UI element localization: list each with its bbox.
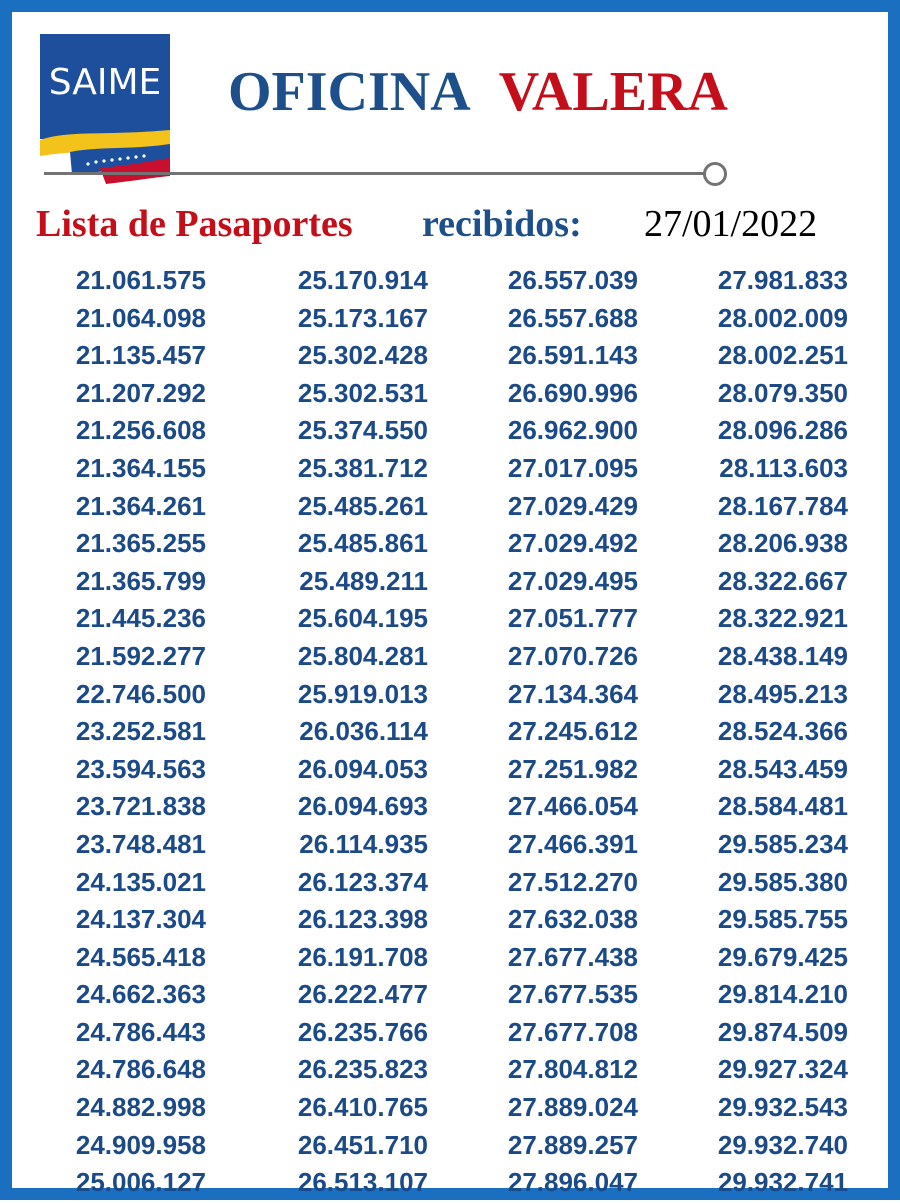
passport-number: 26.557.688 xyxy=(507,302,638,333)
passport-number: 27.029.495 xyxy=(507,565,638,596)
logo-text: SAIME xyxy=(48,62,162,103)
passport-number: 21.365.255 xyxy=(75,528,206,559)
passport-number: 21.365.799 xyxy=(75,565,206,596)
passport-number: 21.256.608 xyxy=(75,415,206,446)
passport-number: 21.207.292 xyxy=(75,377,206,408)
passport-number: 28.495.213 xyxy=(717,678,848,709)
passport-number: 25.302.531 xyxy=(297,377,428,408)
passport-number: 26.962.900 xyxy=(507,415,638,446)
passport-number: 25.006.127 xyxy=(75,1167,206,1198)
passport-number: 29.679.425 xyxy=(717,941,848,972)
passport-number: 25.804.281 xyxy=(297,640,428,671)
passport-number: 26.513.107 xyxy=(297,1167,428,1198)
passport-number: 27.134.364 xyxy=(507,678,638,709)
passport-number: 29.874.509 xyxy=(717,1016,848,1047)
passport-number: 28.002.009 xyxy=(717,302,848,333)
passport-number: 21.364.261 xyxy=(75,490,206,521)
passport-number: 24.909.958 xyxy=(75,1129,206,1160)
passport-number: 27.677.708 xyxy=(507,1016,638,1047)
title-oficina: OFICINA xyxy=(228,61,471,123)
heading-recibidos: recibidos: xyxy=(422,203,582,245)
passport-number: 26.036.114 xyxy=(299,716,428,747)
saime-logo xyxy=(40,34,170,166)
passport-number: 25.374.550 xyxy=(297,415,428,446)
passport-number: 25.489.211 xyxy=(299,565,428,596)
passport-number: 23.748.481 xyxy=(75,828,206,859)
passport-number: 27.466.054 xyxy=(507,791,638,822)
flag-ribbon-icon xyxy=(40,116,170,188)
passport-number: 24.137.304 xyxy=(75,904,206,935)
passport-number: 27.051.777 xyxy=(507,603,638,634)
passport-number: 29.927.324 xyxy=(717,1054,848,1085)
passport-number: 27.981.833 xyxy=(717,265,848,295)
passport-number: 25.485.861 xyxy=(297,528,428,559)
passport-number: 27.889.024 xyxy=(507,1092,638,1123)
passport-number: 28.524.366 xyxy=(717,716,848,747)
passport-number: 27.896.047 xyxy=(507,1167,638,1198)
passport-number: 26.123.374 xyxy=(297,866,428,897)
passport-number: 27.632.038 xyxy=(507,904,638,935)
passport-number: 24.135.021 xyxy=(75,866,206,897)
passport-number: 28.322.667 xyxy=(717,565,848,596)
passport-number: 21.445.236 xyxy=(75,603,206,634)
list-heading xyxy=(36,202,856,246)
passport-number: 21.364.155 xyxy=(75,452,206,483)
passport-column-1 xyxy=(16,259,206,1199)
passport-column-2 xyxy=(238,259,428,1199)
passport-number: 26.235.766 xyxy=(297,1016,428,1047)
passport-number: 28.438.149 xyxy=(717,640,848,671)
passport-number: 29.585.755 xyxy=(717,904,848,935)
passport-number: 23.721.838 xyxy=(75,791,206,822)
passport-number: 25.604.195 xyxy=(297,603,428,634)
passport-number: 25.485.261 xyxy=(297,490,428,521)
passport-number: 28.206.938 xyxy=(717,528,848,559)
passport-number: 28.002.251 xyxy=(717,340,848,371)
passport-number: 29.814.210 xyxy=(717,979,848,1010)
passport-number: 26.410.765 xyxy=(297,1092,428,1123)
passport-number: 28.322.921 xyxy=(717,603,848,634)
passport-number: 28.079.350 xyxy=(717,377,848,408)
office-title xyxy=(228,60,728,124)
title-valera: VALERA xyxy=(498,61,728,123)
passport-number: 28.584.481 xyxy=(717,791,848,822)
passport-number: 21.061.575 xyxy=(75,265,206,295)
passport-number: 26.557.039 xyxy=(507,265,638,295)
passport-number: 24.786.443 xyxy=(75,1016,206,1047)
passport-number: 27.804.812 xyxy=(507,1054,638,1085)
passport-number: 29.585.380 xyxy=(717,866,848,897)
passport-number: 26.094.053 xyxy=(297,753,428,784)
passport-number: 26.094.693 xyxy=(297,791,428,822)
passport-number: 27.889.257 xyxy=(507,1129,638,1160)
passport-number: 21.135.457 xyxy=(75,340,206,371)
passport-number: 25.381.712 xyxy=(297,452,428,483)
passport-number: 26.235.823 xyxy=(297,1054,428,1085)
heading-date: 27/01/2022 xyxy=(644,203,818,245)
passport-number: 23.252.581 xyxy=(75,716,206,747)
passport-number: 26.222.477 xyxy=(297,979,428,1010)
passport-number: 28.543.459 xyxy=(717,753,848,784)
passport-number: 27.029.429 xyxy=(507,490,638,521)
passport-number: 27.512.270 xyxy=(507,866,638,897)
passport-number: 29.932.543 xyxy=(717,1092,848,1123)
passport-number: 24.882.998 xyxy=(75,1092,206,1123)
passport-number: 25.919.013 xyxy=(297,678,428,709)
passport-number: 29.932.740 xyxy=(717,1129,848,1160)
passport-column-4 xyxy=(658,259,848,1199)
divider-end-circle xyxy=(703,162,727,186)
passport-number: 25.173.167 xyxy=(297,302,428,333)
passport-number: 25.302.428 xyxy=(297,340,428,371)
passport-number: 21.592.277 xyxy=(75,640,206,671)
passport-number: 26.114.935 xyxy=(299,828,428,859)
passport-number: 26.451.710 xyxy=(297,1129,428,1160)
passport-number: 26.123.398 xyxy=(297,904,428,935)
passport-number: 23.594.563 xyxy=(75,753,206,784)
passport-number: 27.466.391 xyxy=(507,828,638,859)
passport-number: 26.690.996 xyxy=(507,377,638,408)
passport-list xyxy=(12,259,900,1199)
passport-number: 24.786.648 xyxy=(75,1054,206,1085)
passport-number: 27.017.095 xyxy=(507,452,638,483)
passport-number: 22.746.500 xyxy=(75,678,206,709)
passport-number: 27.677.438 xyxy=(507,941,638,972)
passport-number: 27.677.535 xyxy=(507,979,638,1010)
passport-number: 24.565.418 xyxy=(75,941,206,972)
passport-number: 27.070.726 xyxy=(507,640,638,671)
passport-number: 29.932.741 xyxy=(717,1167,848,1198)
passport-column-3 xyxy=(448,259,638,1199)
passport-number: 24.662.363 xyxy=(75,979,206,1010)
heading-lista: Lista de Pasaportes xyxy=(36,203,353,245)
passport-number: 21.064.098 xyxy=(75,302,206,333)
passport-number: 26.591.143 xyxy=(507,340,638,371)
passport-number: 29.585.234 xyxy=(717,828,848,859)
passport-number: 28.096.286 xyxy=(717,415,848,446)
passport-number: 27.029.492 xyxy=(507,528,638,559)
divider-line xyxy=(44,172,708,175)
passport-number: 26.191.708 xyxy=(297,941,428,972)
passport-number: 25.170.914 xyxy=(297,265,428,295)
passport-number: 27.251.982 xyxy=(507,753,638,784)
passport-number: 28.167.784 xyxy=(717,490,848,521)
passport-number: 28.113.603 xyxy=(719,452,848,483)
passport-number: 27.245.612 xyxy=(507,716,638,747)
